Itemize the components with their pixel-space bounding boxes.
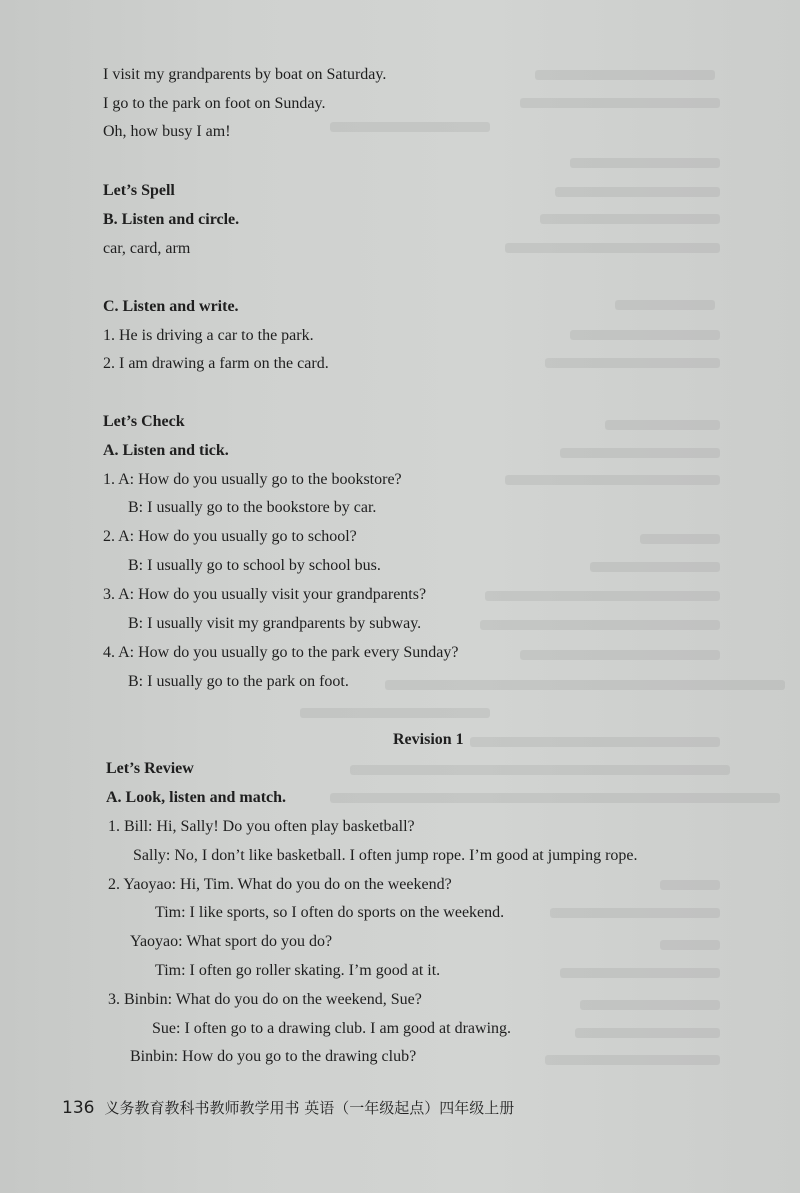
dialogue-line: 3. Binbin: What do you do on the weekend, Sue? xyxy=(108,991,422,1008)
section-heading-lets-review: Let’s Review xyxy=(106,760,194,777)
dialogue-line: Binbin: How do you go to the drawing club? xyxy=(130,1048,417,1065)
dialogue-line: 1. Bill: Hi, Sally! Do you often play basketball? xyxy=(108,818,415,835)
exercise-heading-c: C. Listen and write. xyxy=(103,298,239,315)
dialogue-question: 2. A: How do you usually go to school? xyxy=(103,528,357,545)
page-number: 136 xyxy=(62,1098,95,1118)
dialogue-line: Sally: No, I don’t like basketball. I often jump rope. I’m good at jumping rope. xyxy=(133,847,638,864)
dialogue-line: Sue: I often go to a drawing club. I am good at drawing. xyxy=(152,1020,512,1037)
dialogue-answer: B: I usually go to the bookstore by car. xyxy=(128,499,377,516)
dialogue-answer: B: I usually visit my grandparents by subway. xyxy=(128,615,422,632)
list-item: 2. I am drawing a farm on the card. xyxy=(103,355,329,372)
dialogue-line: 2. Yaoyao: Hi, Tim. What do you do on the weekend? xyxy=(108,876,452,893)
exercise-heading-b: B. Listen and circle. xyxy=(103,211,240,228)
book-title: 义务教育教科书教师教学用书 英语（一年级起点）四年级上册 xyxy=(104,1099,515,1117)
dialogue-question: 3. A: How do you usually visit your grandparents? xyxy=(103,586,427,603)
section-heading-lets-check: Let’s Check xyxy=(103,413,185,430)
section-heading-lets-spell: Let’s Spell xyxy=(103,182,175,199)
exercise-heading-a: A. Listen and tick. xyxy=(103,442,229,459)
dialogue-question: 1. A: How do you usually go to the bookstore? xyxy=(103,471,402,488)
dialogue-line: Tim: I like sports, so I often do sports on the weekend. xyxy=(155,904,505,921)
list-item: 1. He is driving a car to the park. xyxy=(103,327,314,344)
chapter-title: Revision 1 xyxy=(393,731,464,748)
dialogue-line: Tim: I often go roller skating. I’m good at it. xyxy=(155,962,441,979)
dialogue-answer: B: I usually go to the park on foot. xyxy=(128,673,349,690)
body-line: Oh, how busy I am! xyxy=(103,123,231,140)
page-footer xyxy=(62,1097,514,1120)
spelling-words: car, card, arm xyxy=(103,240,191,257)
body-line: I go to the park on foot on Sunday. xyxy=(103,95,326,112)
dialogue-question: 4. A: How do you usually go to the park every Sunday? xyxy=(103,644,459,661)
dialogue-line: Yaoyao: What sport do you do? xyxy=(130,933,333,950)
body-line: I visit my grandparents by boat on Saturday. xyxy=(103,66,387,83)
dialogue-answer: B: I usually go to school by school bus. xyxy=(128,557,381,574)
exercise-heading-a: A. Look, listen and match. xyxy=(106,789,287,806)
